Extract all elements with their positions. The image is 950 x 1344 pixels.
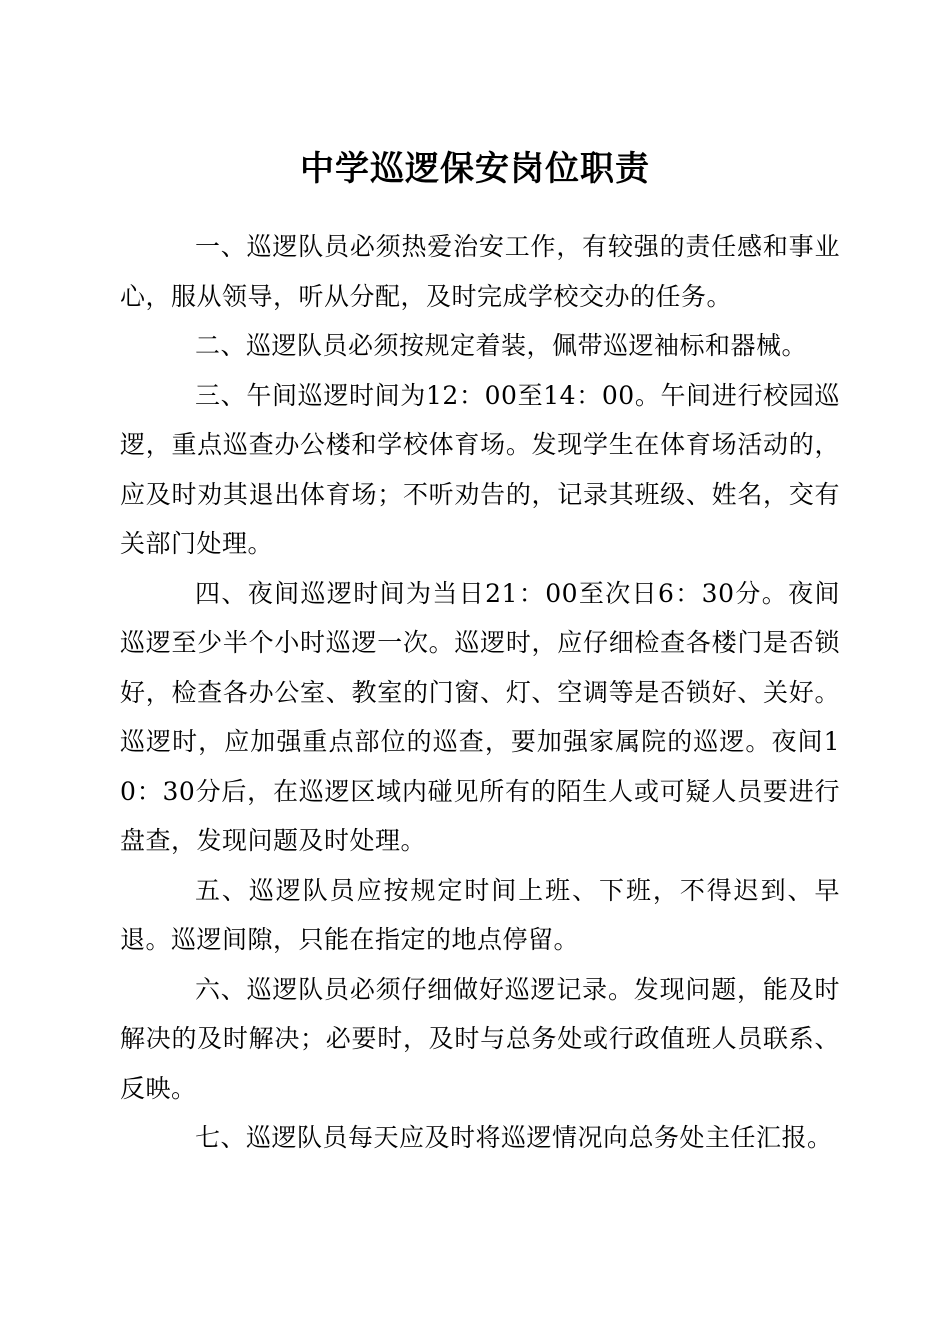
paragraph-2: 二、巡逻队员必须按规定着装，佩带巡逻袖标和器械。 — [195, 331, 808, 360]
document-title: 中学巡逻保安岗位职责 — [300, 149, 650, 189]
paragraph-1: 一、巡逻队员必须热爱治安工作，有较强的责任感和事业心，服从领导，听从分配，及时完成学校交办的任务。 — [120, 232, 840, 311]
document-body — [120, 222, 840, 1163]
paragraph-6: 六、巡逻队员必须仔细做好巡逻记录。发现问题，能及时解决的及时解决；必要时，及时与总务处或行政值班人员联系、反映。 — [120, 974, 840, 1103]
paragraph-5: 五、巡逻队员应按规定时间上班、下班，不得迟到、早退。巡逻间隙，只能在指定的地点停留。 — [120, 875, 840, 954]
paragraph-3: 三、午间巡逻时间为12：00至14：00。午间进行校园巡逻，重点巡查办公楼和学校体育场。发现学生在体育场活动的，应及时劝其退出体育场；不听劝告的，记录其班级、姓名，交有关部门处理。 — [120, 380, 840, 558]
paragraph-4: 四、夜间巡逻时间为当日21：00至次日6：30分。夜间巡逻至少半个小时巡逻一次。巡逻时，应仔细检查各楼门是否锁好，检查各办公室、教室的门窗、灯、空调等是否锁好、关好。巡逻时，应加强重点部位的巡查，要加强家属院的巡逻。夜间10：30分后，在巡逻区域内碰见所有的陌生人或可疑人员要进行盘查，发现问题及时处理。 — [120, 578, 840, 855]
paragraph-7: 七、巡逻队员每天应及时将巡逻情况向总务处主任汇报。 — [195, 1123, 833, 1152]
